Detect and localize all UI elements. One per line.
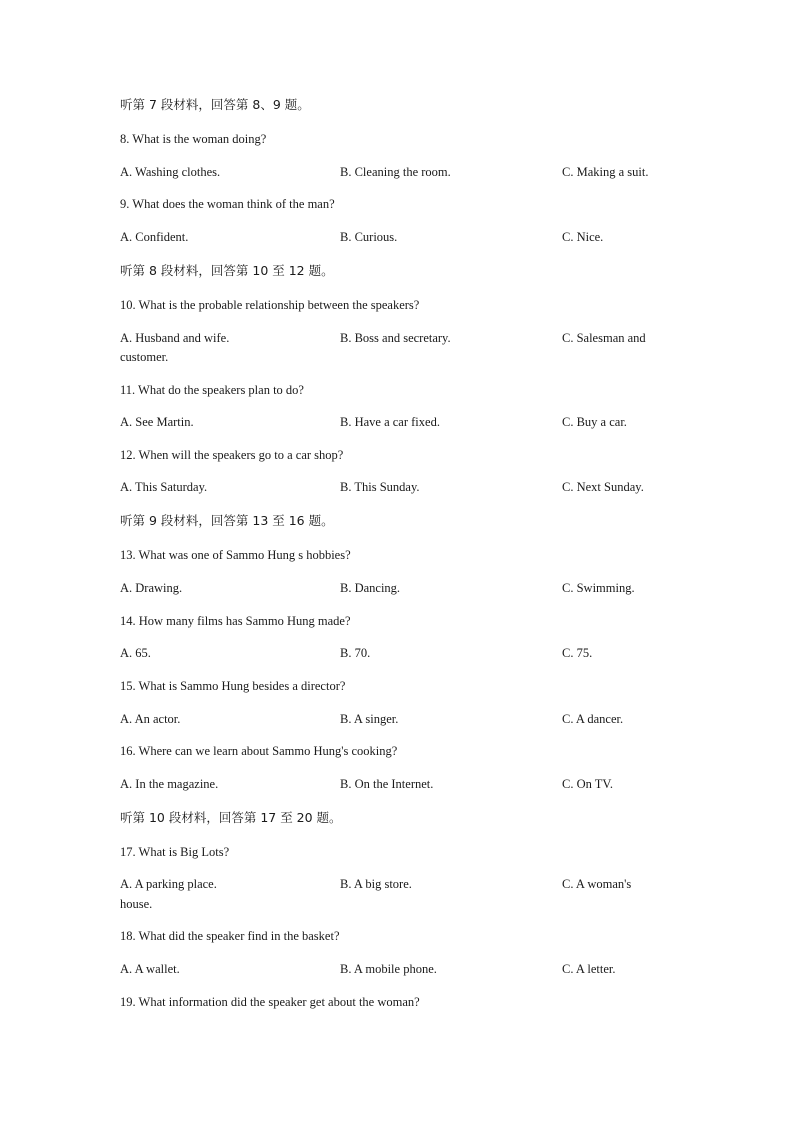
option-b: B. Boss and secretary. [340, 331, 451, 345]
option-a: A. Washing clothes. [120, 165, 221, 179]
option-c: C. On TV. [562, 777, 613, 791]
option-c: C. Making a suit. [562, 165, 649, 179]
option-b: B. Dancing. [340, 581, 401, 595]
question-text: 19. What information did the speaker get about the woman? [120, 995, 420, 1009]
section-heading: 听第 10 段材料，回答第 17 至 20 题。 [120, 810, 342, 825]
question-text: 8. What is the woman doing? [120, 132, 267, 146]
option-b: B. On the Internet. [340, 777, 434, 791]
option-b: B. 70. [340, 646, 371, 660]
question-text: 10. What is the probable relationship between the speakers? [120, 298, 420, 312]
question-text: 11. What do the speakers plan to do? [120, 383, 304, 397]
option-c: C. A letter. [562, 962, 616, 976]
question-text: 16. Where can we learn about Sammo Hung's cooking? [120, 744, 398, 758]
option-c: C. Next Sunday. [562, 480, 644, 494]
question-text: 18. What did the speaker find in the basket? [120, 929, 340, 943]
option-b: B. A big store. [340, 877, 412, 891]
option-a: A. In the magazine. [120, 777, 219, 791]
question-text: 17. What is Big Lots? [120, 845, 230, 859]
option-b: B. Have a car fixed. [340, 415, 440, 429]
option-b: B. Curious. [340, 230, 398, 244]
option-a: A. See Martin. [120, 415, 194, 429]
option-c: C. A woman's [562, 877, 632, 891]
question-text: 13. What was one of Sammo Hung s hobbies? [120, 548, 351, 562]
option-c: C. Buy a car. [562, 415, 627, 429]
option-b: B. A mobile phone. [340, 962, 437, 976]
option-a: A. Confident. [120, 230, 189, 244]
option-c: C. Swimming. [562, 581, 635, 595]
question-text: 15. What is Sammo Hung besides a director? [120, 679, 346, 693]
question-text: 9. What does the woman think of the man? [120, 197, 335, 211]
option-a: A. An actor. [120, 712, 181, 726]
option-c-continued: customer. [120, 350, 169, 364]
option-a: A. Husband and wife. [120, 331, 230, 345]
option-c: C. Nice. [562, 230, 604, 244]
option-a: A. This Saturday. [120, 480, 208, 494]
section-heading: 听第 7 段材料，回答第 8、9 题。 [120, 97, 310, 112]
option-b: B. Cleaning the room. [340, 165, 451, 179]
option-c: C. Salesman and [562, 331, 646, 345]
question-text: 12. When will the speakers go to a car shop? [120, 448, 344, 462]
option-b: B. This Sunday. [340, 480, 420, 494]
option-c: C. 75. [562, 646, 593, 660]
question-text: 14. How many films has Sammo Hung made? [120, 614, 351, 628]
option-c-continued: house. [120, 897, 153, 911]
option-a: A. A wallet. [120, 962, 180, 976]
option-b: B. A singer. [340, 712, 399, 726]
section-heading: 听第 9 段材料，回答第 13 至 16 题。 [120, 513, 334, 528]
option-a: A. 65. [120, 646, 151, 660]
section-heading: 听第 8 段材料，回答第 10 至 12 题。 [120, 263, 334, 278]
option-a: A. A parking place. [120, 877, 217, 891]
option-c: C. A dancer. [562, 712, 624, 726]
option-a: A. Drawing. [120, 581, 183, 595]
